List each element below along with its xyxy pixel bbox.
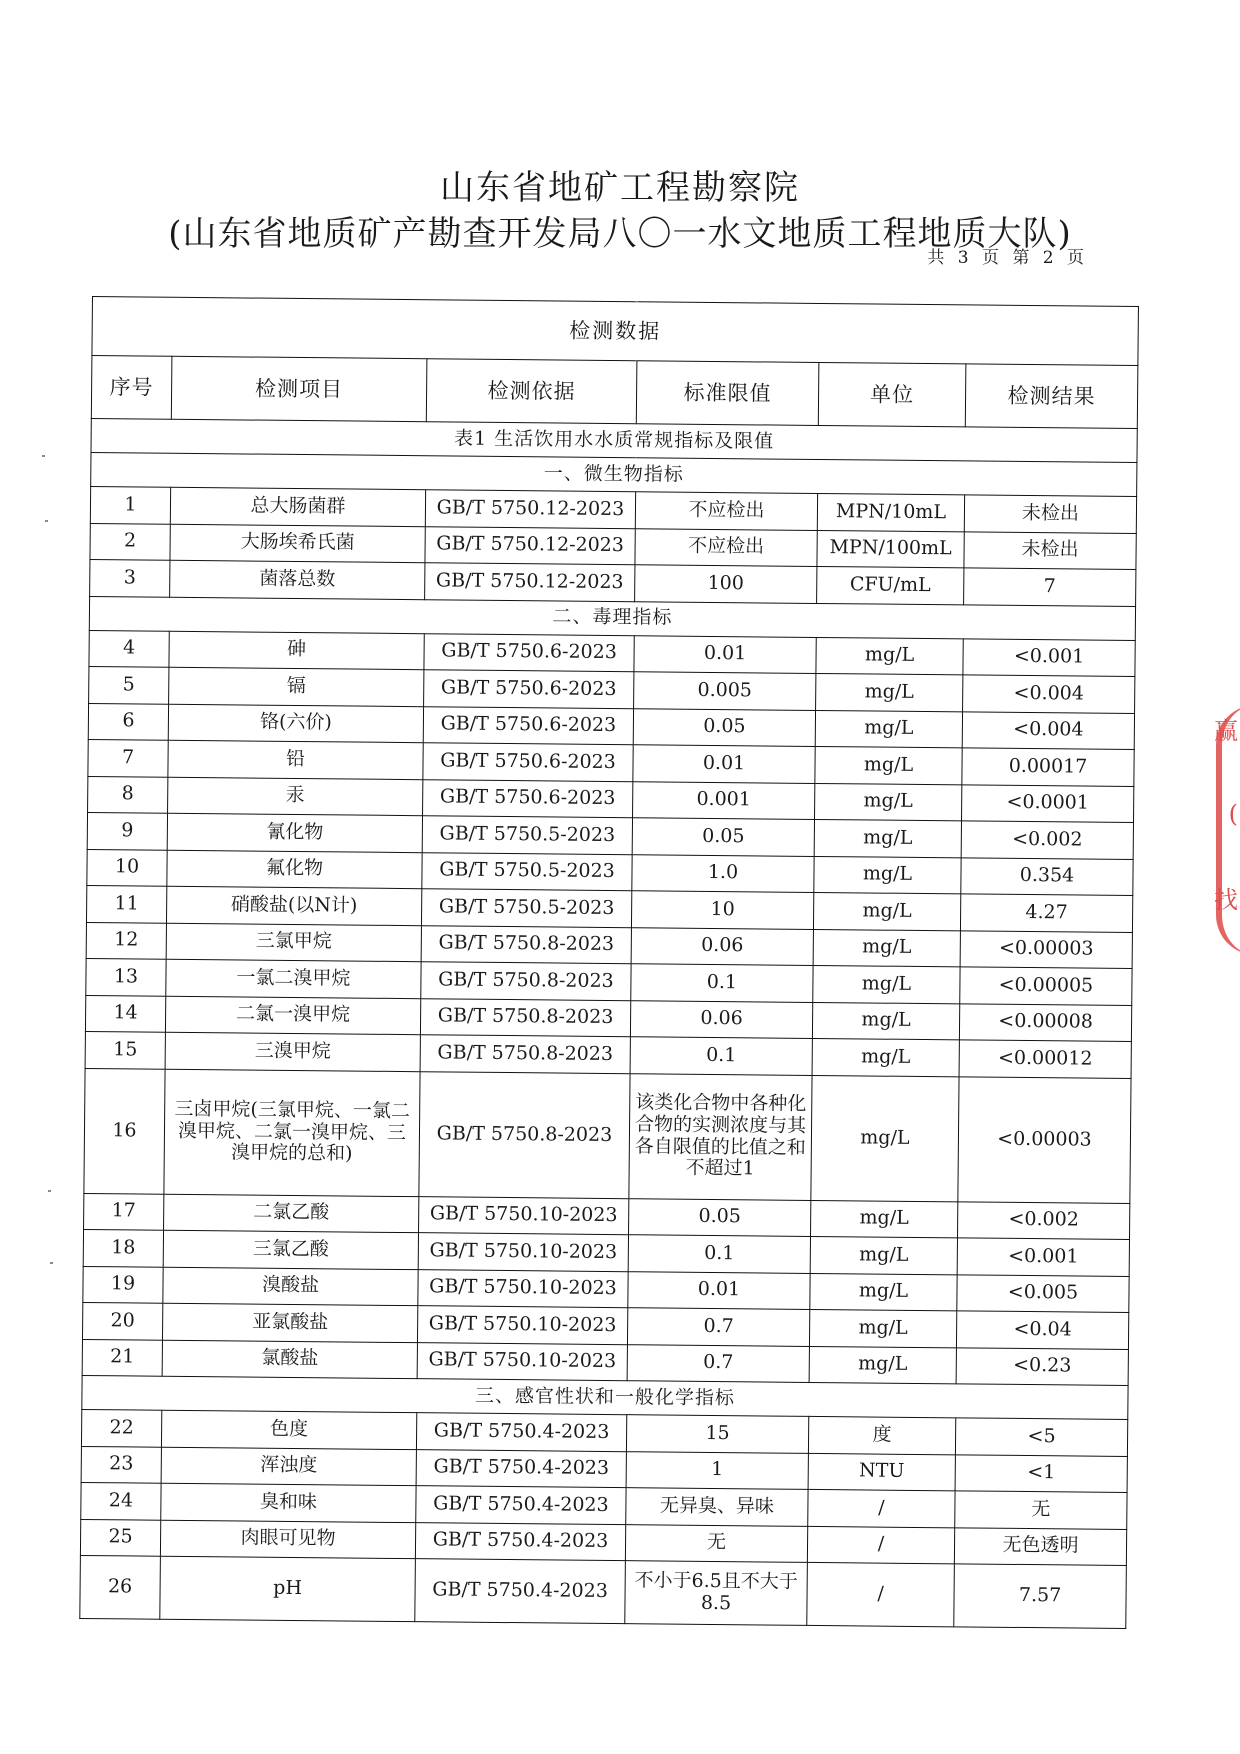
scan-speck: [42, 455, 45, 457]
row-number: 2: [90, 523, 170, 560]
test-item: 菌落总数: [170, 560, 425, 599]
row-number: 1: [90, 486, 170, 523]
test-result: <1: [955, 1454, 1127, 1492]
page-info: 共 3 页 第 2 页: [927, 248, 1088, 268]
test-result: 4.27: [960, 894, 1132, 932]
unit: mg/L: [815, 783, 962, 821]
row-number: 17: [84, 1193, 164, 1230]
seal-char: (: [1228, 800, 1238, 828]
test-method: GB/T 5750.6-2023: [423, 779, 633, 818]
unit: mg/L: [813, 929, 960, 967]
test-method: GB/T 5750.4-2023: [415, 1559, 626, 1624]
standard-limit: 0.05: [629, 1198, 811, 1236]
test-item: 铬(六价): [168, 704, 423, 743]
test-result: <5: [955, 1418, 1127, 1456]
test-method: GB/T 5750.12-2023: [425, 490, 635, 529]
table-row: [84, 1068, 1131, 1203]
standard-limit: 0.01: [634, 635, 816, 673]
test-method: GB/T 5750.5-2023: [422, 816, 632, 855]
row-number: 5: [89, 666, 169, 703]
unit: MPN/10mL: [817, 493, 964, 531]
standard-limit: 0.001: [633, 781, 815, 819]
test-result: <0.00005: [960, 967, 1132, 1005]
test-result: 0.354: [961, 857, 1133, 895]
row-number: 3: [90, 559, 170, 596]
standard-limit: 0.01: [628, 1271, 810, 1309]
test-result: <0.00003: [960, 930, 1132, 968]
test-method: GB/T 5750.5-2023: [421, 889, 631, 928]
test-result: 0.00017: [962, 748, 1134, 786]
unit: mg/L: [812, 1002, 959, 1040]
test-method: GB/T 5750.4-2023: [416, 1449, 626, 1488]
standard-limit: 该类化合物中各种化合物的实测浓度与其各自限值的比值之和不超过1: [629, 1073, 812, 1200]
unit: mg/L: [816, 673, 963, 711]
unit: mg/L: [811, 1200, 958, 1238]
section-title: 一、微生物指标: [91, 452, 1137, 496]
table-caption-row: [92, 297, 1139, 366]
test-result: <0.001: [957, 1238, 1129, 1276]
test-method: GB/T 5750.6-2023: [423, 743, 633, 782]
scan-speck: [48, 1190, 51, 1192]
test-data-table: [79, 296, 1139, 1629]
standard-limit: 0.01: [633, 745, 815, 783]
test-item: 大肠埃希氏菌: [170, 524, 425, 563]
test-method: GB/T 5750.12-2023: [425, 526, 635, 565]
test-item: 三氯乙酸: [163, 1230, 418, 1269]
institute-name: 山东省地矿工程勘察院: [440, 168, 800, 208]
test-item: 亚氯酸盐: [162, 1303, 417, 1342]
unit: mg/L: [816, 637, 963, 675]
row-number: 14: [85, 995, 165, 1032]
table-title: 表1 生活饮用水水质常规指标及限值: [91, 418, 1137, 462]
row-number: 12: [86, 922, 166, 959]
test-item: 镉: [169, 667, 424, 706]
row-number: 9: [87, 812, 167, 849]
column-header: 单位: [818, 362, 966, 426]
row-number: 7: [88, 739, 168, 776]
standard-limit: 不应检出: [635, 528, 817, 566]
unit: mg/L: [809, 1309, 956, 1347]
test-item: 臭和味: [161, 1483, 416, 1522]
section-title: 二、毒理指标: [89, 596, 1135, 640]
section-title: 三、感官性状和一般化学指标: [82, 1375, 1128, 1419]
standard-limit: 0.1: [630, 1037, 812, 1075]
standard-limit: 1.0: [632, 854, 814, 892]
test-item: 三卤甲烷(三氯甲烷、一氯二溴甲烷、二氯一溴甲烷、三溴甲烷的总和): [164, 1069, 420, 1196]
standard-limit: 不小于6.5且不大于8.5: [625, 1561, 808, 1626]
test-result: <0.00003: [958, 1076, 1131, 1203]
unit: mg/L: [809, 1346, 956, 1384]
test-method: GB/T 5750.10-2023: [417, 1342, 627, 1381]
column-header: 序号: [91, 356, 172, 420]
unit: mg/L: [814, 856, 961, 894]
unit: mg/L: [814, 819, 961, 857]
test-item: 二氯乙酸: [164, 1194, 419, 1233]
row-number: 8: [88, 776, 168, 813]
test-result: 未检出: [964, 495, 1136, 533]
row-number: 18: [83, 1229, 163, 1266]
test-result: <0.04: [956, 1311, 1128, 1349]
test-item: 三溴甲烷: [165, 1032, 420, 1071]
test-method: GB/T 5750.8-2023: [421, 925, 631, 964]
standard-limit: 10: [631, 891, 813, 929]
standard-limit: 0.1: [631, 964, 813, 1002]
test-method: GB/T 5750.10-2023: [419, 1196, 629, 1235]
test-method: GB/T 5750.10-2023: [417, 1306, 627, 1345]
test-method: GB/T 5750.5-2023: [422, 852, 632, 891]
unit: 度: [808, 1416, 955, 1454]
test-result: <0.004: [963, 675, 1135, 713]
unit: /: [807, 1526, 954, 1564]
row-number: 25: [80, 1519, 160, 1556]
unit: MPN/100mL: [817, 530, 964, 568]
standard-limit: 1: [626, 1451, 808, 1489]
column-header-row: [91, 356, 1138, 429]
test-method: GB/T 5750.6-2023: [423, 706, 633, 745]
standard-limit: 100: [635, 565, 817, 603]
standard-limit: 0.05: [632, 818, 814, 856]
test-item: 二氯一溴甲烷: [165, 996, 420, 1035]
test-result: <0.004: [962, 711, 1134, 749]
standard-limit: 0.06: [631, 927, 813, 965]
column-header: 检测依据: [426, 359, 637, 424]
test-method: GB/T 5750.6-2023: [424, 670, 634, 709]
row-number: 13: [86, 958, 166, 995]
test-result: <0.00012: [959, 1040, 1131, 1078]
test-item: 氯酸盐: [162, 1340, 417, 1379]
test-item: 总大肠菌群: [170, 487, 425, 526]
standard-limit: 0.05: [633, 708, 815, 746]
column-header: 检测项目: [171, 356, 427, 421]
unit: mg/L: [811, 1075, 959, 1201]
scan-speck: [45, 520, 48, 522]
row-number: 16: [84, 1068, 165, 1194]
seal-char: 赢: [1214, 717, 1238, 745]
row-number: 23: [81, 1446, 161, 1483]
unit: mg/L: [813, 892, 960, 930]
standard-limit: 15: [626, 1415, 808, 1453]
standard-limit: 0.06: [630, 1000, 812, 1038]
test-method: GB/T 5750.8-2023: [420, 998, 630, 1037]
test-result: 未检出: [964, 531, 1136, 569]
test-result: 无色透明: [954, 1527, 1126, 1565]
unit: mg/L: [815, 710, 962, 748]
standard-limit: 不应检出: [635, 492, 817, 530]
test-method: GB/T 5750.10-2023: [418, 1233, 628, 1272]
test-item: 汞: [168, 777, 423, 816]
test-item: 色度: [161, 1410, 416, 1449]
scan-speck: [50, 1262, 53, 1264]
test-result: <0.23: [956, 1347, 1128, 1385]
test-item: 浑浊度: [161, 1447, 416, 1486]
test-method: GB/T 5750.8-2023: [419, 1071, 630, 1198]
row-number: 24: [81, 1482, 161, 1519]
test-item: 肉眼可见物: [160, 1520, 415, 1559]
test-method: GB/T 5750.10-2023: [418, 1269, 628, 1308]
row-number: 6: [88, 703, 168, 740]
column-header: 检测结果: [965, 364, 1138, 429]
row-number: 21: [82, 1339, 162, 1376]
test-result: <0.0001: [962, 784, 1134, 822]
unit: mg/L: [813, 965, 960, 1003]
test-result: <0.00008: [959, 1003, 1131, 1041]
row-number: 15: [85, 1031, 165, 1068]
unit: mg/L: [812, 1038, 959, 1076]
seal-char: 找: [1214, 886, 1238, 914]
test-result: <0.001: [963, 638, 1135, 676]
test-item: 铅: [168, 740, 423, 779]
test-method: GB/T 5750.8-2023: [420, 1035, 630, 1074]
test-item: 溴酸盐: [163, 1267, 418, 1306]
row-number: 20: [82, 1302, 162, 1339]
unit: /: [807, 1562, 955, 1626]
test-item: 硝酸盐(以N计): [166, 886, 421, 925]
row-number: 4: [89, 630, 169, 667]
unit: /: [808, 1489, 955, 1527]
unit: mg/L: [815, 746, 962, 784]
test-result: 7: [964, 568, 1136, 606]
test-method: GB/T 5750.12-2023: [425, 563, 635, 602]
test-item: 氟化物: [167, 850, 422, 889]
test-method: GB/T 5750.6-2023: [424, 633, 634, 672]
standard-limit: 0.7: [627, 1308, 809, 1346]
test-result: <0.002: [957, 1201, 1129, 1239]
test-result: 无: [955, 1491, 1127, 1529]
test-method: GB/T 5750.8-2023: [421, 962, 631, 1001]
row-number: 26: [80, 1555, 161, 1619]
test-method: GB/T 5750.4-2023: [416, 1413, 626, 1452]
test-result: 7.57: [954, 1564, 1127, 1629]
row-number: 11: [86, 885, 166, 922]
table-row: [80, 1555, 1127, 1628]
test-item: 一氯二溴甲烷: [166, 959, 421, 998]
test-method: GB/T 5750.4-2023: [416, 1486, 626, 1525]
column-header: 标准限值: [636, 361, 819, 426]
table-caption: 检测数据: [92, 297, 1139, 366]
test-result: <0.002: [961, 821, 1133, 859]
data-sheet: [79, 296, 1138, 1629]
standard-limit: 0.7: [627, 1344, 809, 1382]
unit: CFU/mL: [817, 566, 964, 604]
standard-limit: 0.1: [628, 1235, 810, 1273]
test-item: 氰化物: [167, 813, 422, 852]
row-number: 22: [81, 1409, 161, 1446]
test-result: <0.005: [957, 1274, 1129, 1312]
test-method: GB/T 5750.4-2023: [415, 1522, 625, 1561]
standard-limit: 无: [625, 1524, 807, 1562]
test-item: 砷: [169, 631, 424, 670]
institute-subname: (山东省地质矿产勘查开发局八〇一水文地质工程地质大队): [168, 214, 1072, 254]
standard-limit: 0.005: [634, 672, 816, 710]
red-seal-stamp: [1212, 705, 1240, 955]
standard-limit: 无异臭、异味: [626, 1488, 808, 1526]
unit: mg/L: [810, 1273, 957, 1311]
row-number: 10: [87, 849, 167, 886]
test-item: pH: [160, 1556, 416, 1621]
row-number: 19: [83, 1266, 163, 1303]
unit: mg/L: [810, 1236, 957, 1274]
unit: NTU: [808, 1453, 955, 1491]
test-item: 三氯甲烷: [166, 923, 421, 962]
